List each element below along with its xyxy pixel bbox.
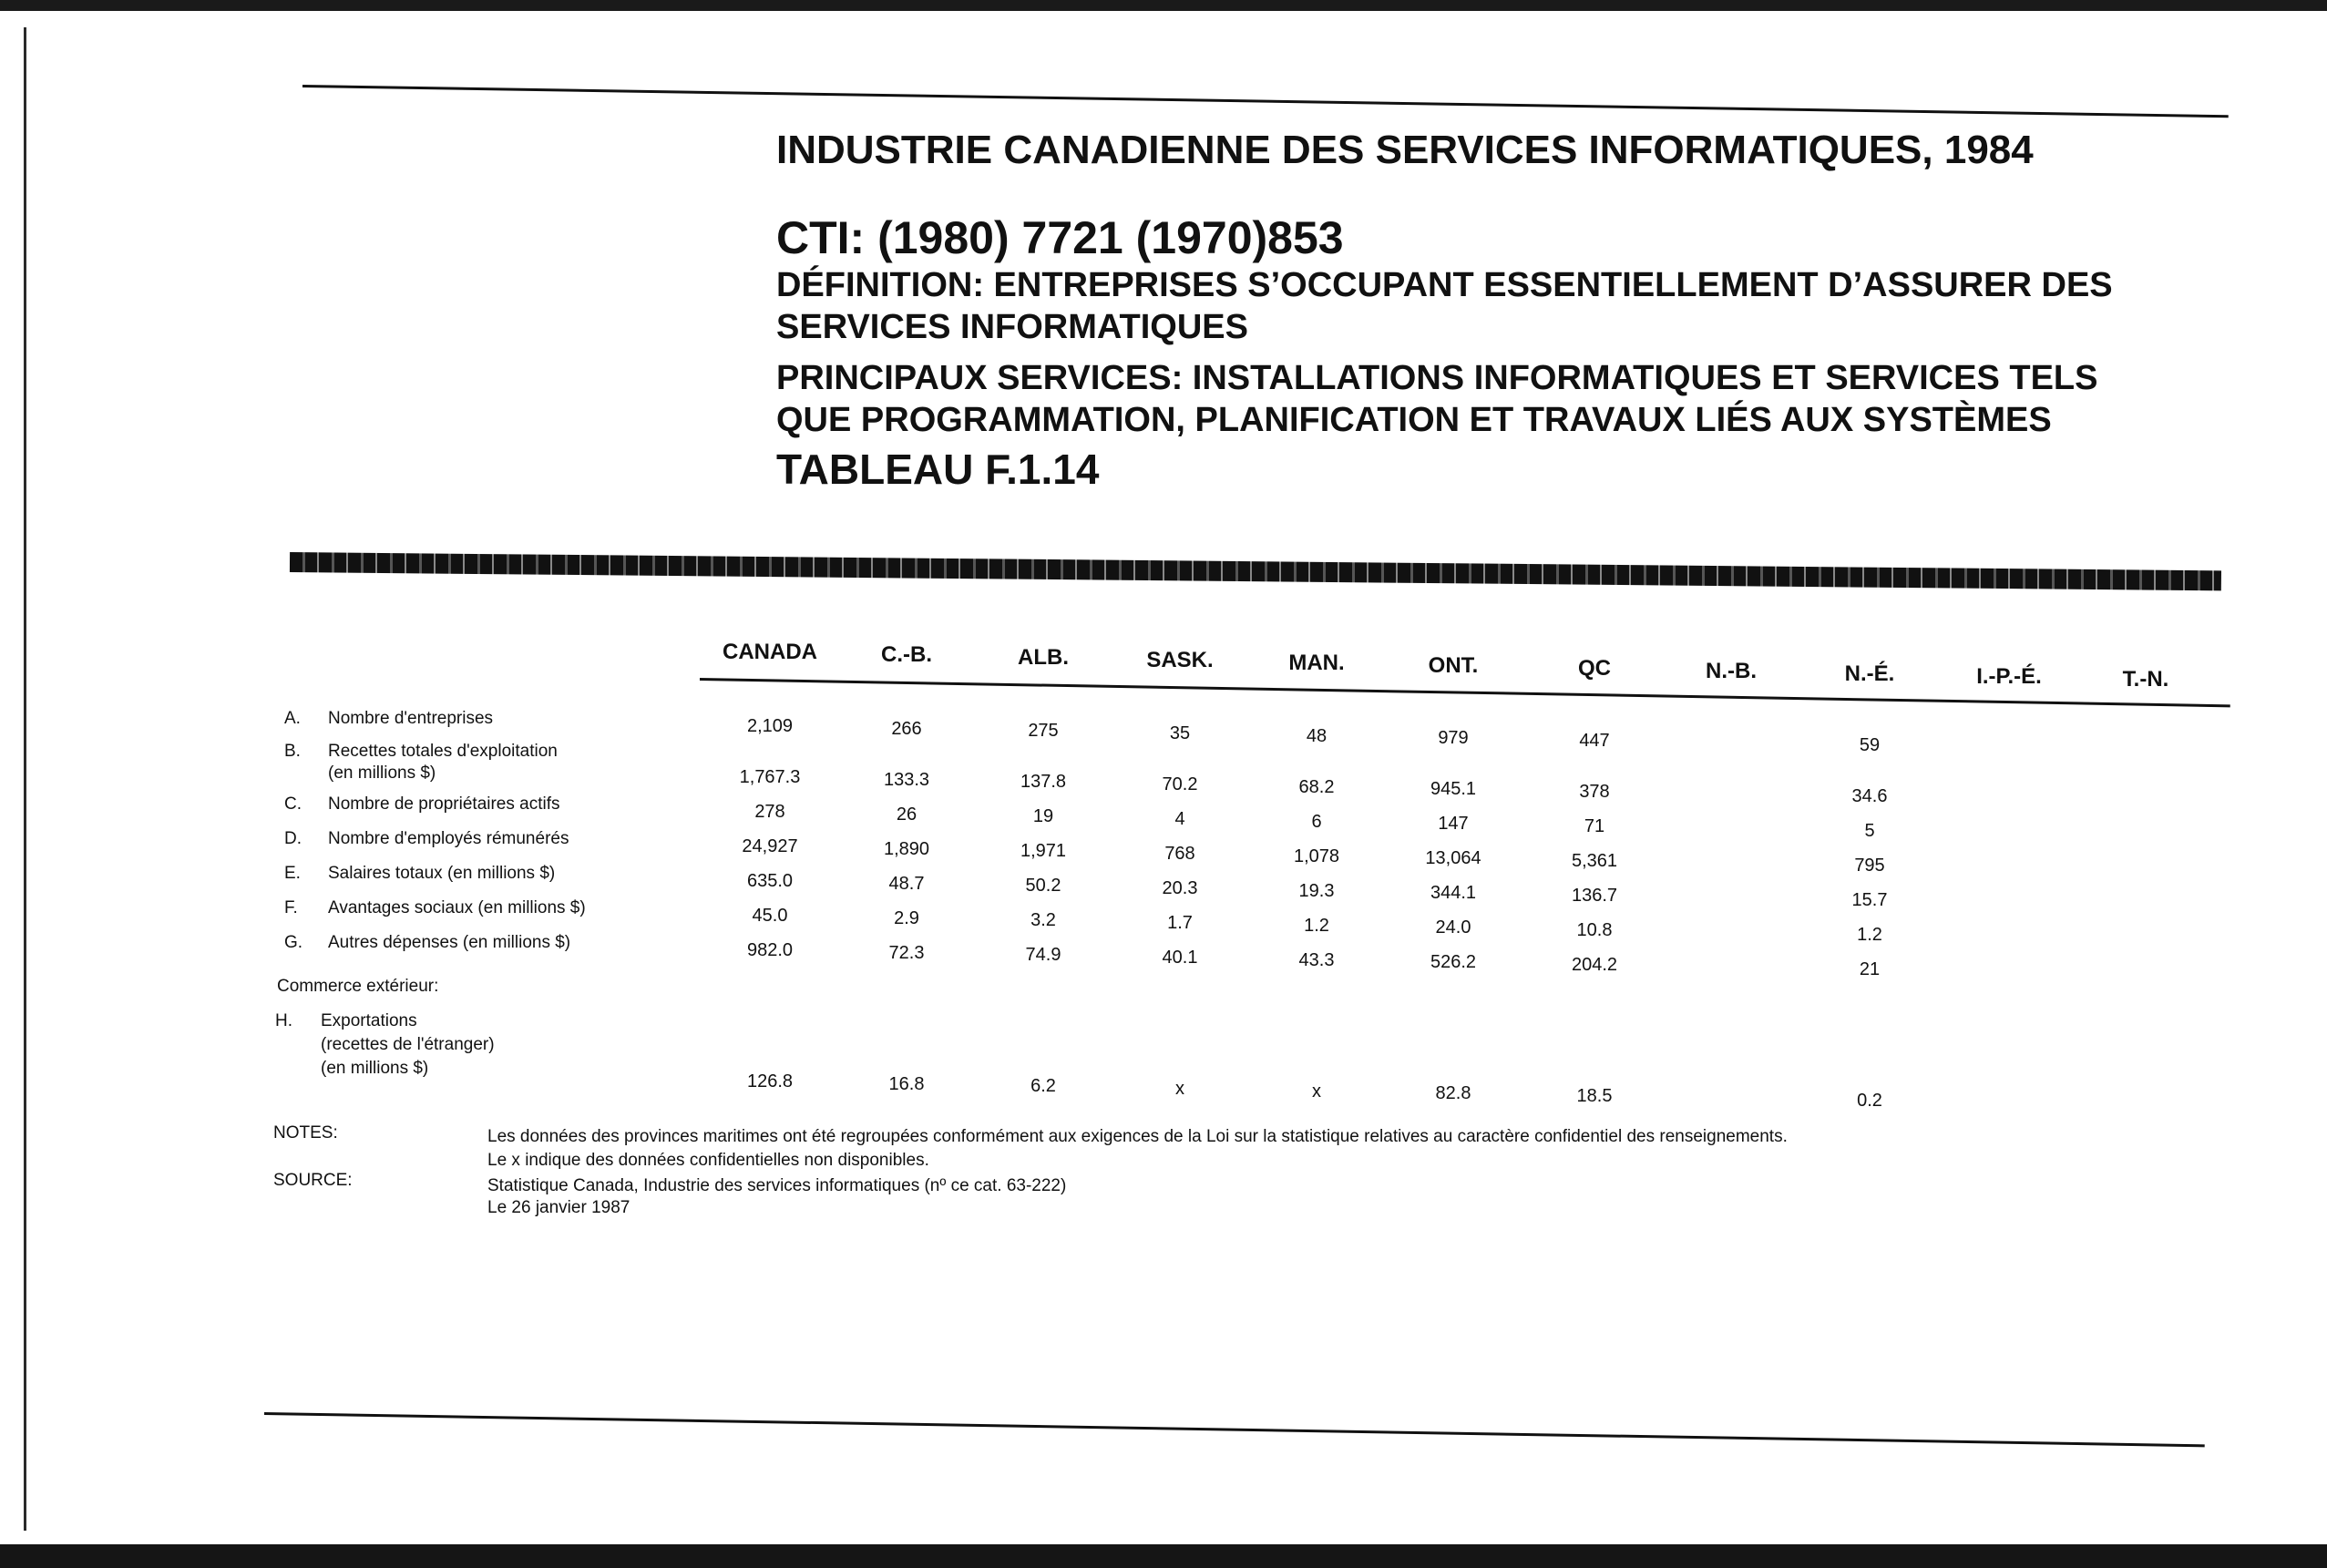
table-cell: 204.2 — [1571, 955, 1618, 975]
row-key: F. — [284, 898, 298, 917]
table-cell: 24,927 — [742, 836, 798, 856]
row-key: B. — [284, 742, 301, 761]
table-cell: 2,109 — [746, 716, 794, 736]
table-cell: 82.8 — [1435, 1083, 1471, 1103]
scan-border-left — [24, 27, 26, 1531]
note-2: Le x indique des données confidentielles non disponibles. — [487, 1151, 929, 1170]
table-cell: 1.7 — [1167, 913, 1193, 933]
table-cell: 19.3 — [1298, 881, 1335, 901]
table-cell: 50.2 — [1025, 876, 1061, 896]
table-cell: 70.2 — [1162, 774, 1198, 794]
table-cell: 275 — [1028, 721, 1059, 741]
table-cell: 40.1 — [1162, 948, 1198, 968]
table-cell: 126.8 — [746, 1071, 794, 1091]
table-cell: 266 — [891, 719, 922, 739]
source-label: SOURCE: — [273, 1171, 353, 1190]
source-line-2: Le 26 janvier 1987 — [487, 1198, 630, 1217]
table-cell: 136.7 — [1571, 886, 1618, 906]
table-cell: 378 — [1579, 782, 1610, 802]
table-cell: 278 — [754, 802, 785, 822]
cti-code: CTI: (1980) 7721 (1970)853 — [776, 212, 1344, 263]
col-header-ont: ONT. — [1428, 653, 1479, 678]
table-cell: 6 — [1311, 812, 1322, 832]
col-header-canada: CANADA — [723, 640, 817, 664]
table-cell: 1.2 — [1857, 925, 1882, 945]
table-cell: 982.0 — [746, 940, 794, 960]
scan-border-top — [0, 0, 2327, 11]
table-cell: 635.0 — [746, 871, 794, 891]
statistics-table — [264, 629, 2232, 1139]
table-cell: 18.5 — [1576, 1086, 1613, 1106]
table-cell: 945.1 — [1430, 779, 1477, 799]
table-cell: 133.3 — [883, 770, 930, 790]
table-cell: 0.2 — [1857, 1091, 1882, 1111]
col-header-nb: N.-B. — [1706, 659, 1757, 683]
table-cell: 768 — [1164, 844, 1195, 864]
col-header-man: MAN. — [1288, 651, 1345, 675]
services-line-1: PRINCIPAUX SERVICES: INSTALLATIONS INFORMATIQUES ET SERVICES TELS — [776, 359, 2098, 397]
table-cell: 147 — [1438, 814, 1469, 834]
row-label-sub: (recettes de l'étranger) — [321, 1035, 495, 1054]
col-header-ipe: I.-P.-É. — [1976, 664, 2042, 689]
table-cell: 19 — [1032, 806, 1054, 826]
row-label: Nombre d'entreprises — [328, 709, 494, 728]
table-cell: 71 — [1584, 816, 1605, 836]
table-cell: 16.8 — [888, 1074, 925, 1094]
table-cell: 1,767.3 — [739, 767, 801, 787]
section-label: Commerce extérieur: — [277, 977, 439, 996]
table-cell: 74.9 — [1025, 945, 1061, 965]
col-header-ne: N.-É. — [1844, 661, 1895, 686]
table-cell: 43.3 — [1298, 950, 1335, 970]
table-cell: 1,971 — [1020, 841, 1067, 861]
row-label: Exportations — [321, 1011, 417, 1030]
table-cell: 795 — [1854, 856, 1885, 876]
table-cell: 1,078 — [1293, 846, 1340, 866]
table-cell: 2.9 — [894, 908, 919, 928]
table-cell: 344.1 — [1430, 883, 1477, 903]
row-key: C. — [284, 794, 302, 814]
document-header — [776, 128, 2234, 494]
header-band — [290, 552, 2221, 590]
definition-line-2: SERVICES INFORMATIQUES — [776, 308, 1248, 346]
definition-line-1: DÉFINITION: ENTREPRISES S’OCCUPANT ESSENTIELLEMENT D’ASSURER DES — [776, 266, 2113, 304]
table-cell: 137.8 — [1020, 772, 1067, 792]
row-label-sub: (en millions $) — [328, 764, 436, 783]
table-cell: 447 — [1579, 731, 1610, 751]
source-line-1: Statistique Canada, Industrie des services informatiques (nº ce cat. 63-222) — [487, 1176, 1067, 1195]
col-header-sask: SASK. — [1146, 648, 1214, 672]
table-cell: 5 — [1864, 821, 1875, 841]
table-cell: 26 — [896, 804, 917, 825]
table-cell: 20.3 — [1162, 878, 1198, 898]
row-label: Recettes totales d'exploitation — [328, 742, 558, 761]
table-cell: 4 — [1174, 809, 1185, 829]
table-cell: 24.0 — [1435, 917, 1471, 938]
col-header-tn: T.-N. — [2122, 667, 2169, 692]
row-label: Autres dépenses (en millions $) — [328, 933, 571, 952]
table-cell: 13,064 — [1425, 848, 1481, 868]
table-cell: 68.2 — [1298, 777, 1335, 797]
top-rule — [302, 85, 2229, 118]
table-cell: 10.8 — [1576, 920, 1613, 940]
table-cell: 48 — [1306, 726, 1328, 746]
row-key: E. — [284, 864, 301, 883]
row-key: G. — [284, 933, 303, 952]
table-cell: 35 — [1169, 723, 1191, 743]
document-title: INDUSTRIE CANADIENNE DES SERVICES INFORMATIQUES, 1984 — [776, 128, 2034, 172]
table-cell: 21 — [1859, 959, 1881, 979]
table-cell: 1,890 — [883, 839, 930, 859]
table-cell: 72.3 — [888, 943, 925, 963]
table-cell: 15.7 — [1851, 890, 1888, 910]
table-cell: 1.2 — [1304, 916, 1329, 936]
table-cell: 526.2 — [1430, 952, 1477, 972]
row-label: Avantages sociaux (en millions $) — [328, 898, 586, 917]
scan-border-bottom — [0, 1544, 2327, 1568]
col-header-qc: QC — [1578, 656, 1611, 681]
table-cell: 6.2 — [1030, 1076, 1056, 1096]
table-id: TABLEAU F.1.14 — [776, 446, 1100, 493]
table-cell: 979 — [1438, 728, 1469, 748]
table-cell: 59 — [1859, 735, 1881, 755]
row-label: Salaires totaux (en millions $) — [328, 864, 556, 883]
table-cell: 45.0 — [752, 906, 788, 926]
note-1: Les données des provinces maritimes ont été regroupées conformément aux exigences de la Loi sur la statistique relatives au caractère confidentiel des renseignements. — [487, 1127, 1788, 1146]
row-label-sub: (en millions $) — [321, 1059, 429, 1078]
table-cell: x — [1312, 1081, 1321, 1102]
table-cell: 48.7 — [888, 874, 925, 894]
bottom-rule — [264, 1412, 2205, 1447]
table-cell: 34.6 — [1851, 786, 1888, 806]
row-key: D. — [284, 829, 302, 848]
row-key: H. — [275, 1011, 292, 1030]
services-line-2: QUE PROGRAMMATION, PLANIFICATION ET TRAVAUX LIÉS AUX SYSTÈMES — [776, 401, 2052, 439]
row-key: A. — [284, 709, 301, 728]
row-label: Nombre de propriétaires actifs — [328, 794, 560, 814]
table-cell: 3.2 — [1030, 910, 1056, 930]
col-header-alb: ALB. — [1018, 645, 1069, 670]
table-cell: 5,361 — [1571, 851, 1618, 871]
col-header-cb: C.-B. — [881, 642, 932, 667]
table-cell: x — [1175, 1079, 1184, 1099]
row-label: Nombre d'employés rémunérés — [328, 829, 569, 848]
notes-label: NOTES: — [273, 1123, 338, 1143]
